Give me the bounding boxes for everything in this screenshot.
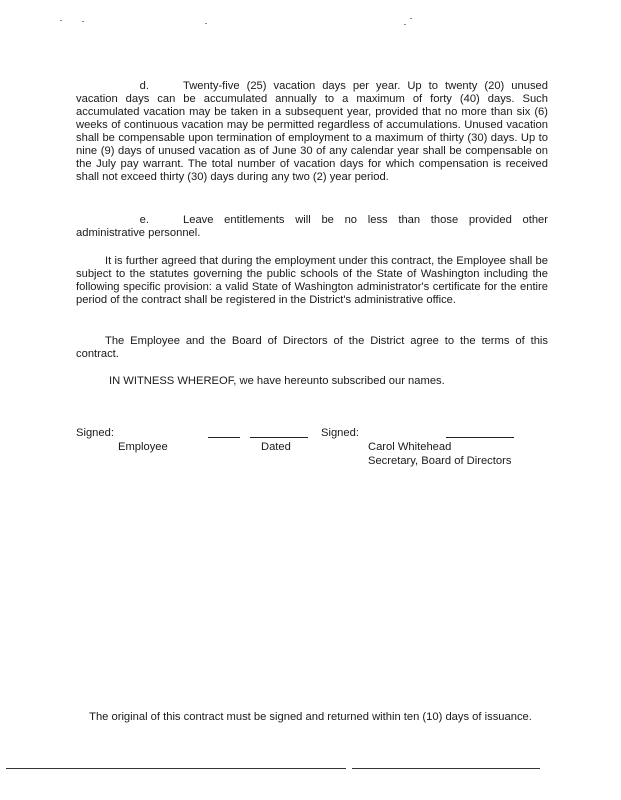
bottom-rule-right <box>352 768 540 769</box>
scan-marks <box>60 14 480 34</box>
return-instructions: The original of this contract must be signed and returned within ten (10) days of issuance. <box>89 711 532 723</box>
employee-signature-line <box>208 437 240 438</box>
paragraph-d-first-line: Twenty-five (25) vacation days per year. Up to twenty (20) unused <box>183 80 548 92</box>
paragraph-agreement: The Employee and the Board of Directors of the District agree to the terms of this contract. <box>76 335 548 360</box>
paragraph-d-label: d. <box>139 80 149 92</box>
witness-statement: IN WITNESS WHEREOF, we have hereunto subscribed our names. <box>109 375 445 387</box>
signed-label-right: Signed: <box>321 427 359 439</box>
paragraph-e-text: Leave entitlements will be no less than those provided other administrative personnel. <box>76 214 548 239</box>
paragraph-d <box>76 80 548 184</box>
paragraph-e-label: e. <box>139 214 149 226</box>
paragraph-e <box>76 214 548 240</box>
date-line <box>250 437 308 438</box>
secretary-title: Secretary, Board of Directors <box>368 455 512 467</box>
signed-label-left: Signed: <box>76 427 114 439</box>
dated-caption: Dated <box>261 441 291 453</box>
secretary-name: Carol Whitehead <box>368 441 452 453</box>
signature-block <box>76 427 546 467</box>
bottom-rule-left <box>6 768 346 769</box>
employee-caption: Employee <box>118 441 168 453</box>
secretary-signature-line <box>446 437 514 438</box>
paragraph-d-body: vacation days can be accumulated annually to a maximum of forty (40) days. Such accumulated vacation may be taken in a subsequent year, provided that no more than six (6) weeks of continuous vacation may be permitted regardless of accumulations. Unused vacation shall be compensable upon termination of employment to a maximum of thirty (30) days. Up to nine (9) days of unused vacation as of June 30 of any calendar year shall be compensable on the July pay warrant. The total number of vacation days for which compensation is received shall not exceed thirty (30) days during any two (2) year period. <box>76 93 548 183</box>
paragraph-further-agreed: It is further agreed that during the employment under this contract, the Employee shall be subject to the statutes governing the public schools of the State of Washington including the following specific provision: a valid State of Washington administrator's certificate for the entire period of the contract shall be registered in the District's administrative office. <box>76 255 548 306</box>
